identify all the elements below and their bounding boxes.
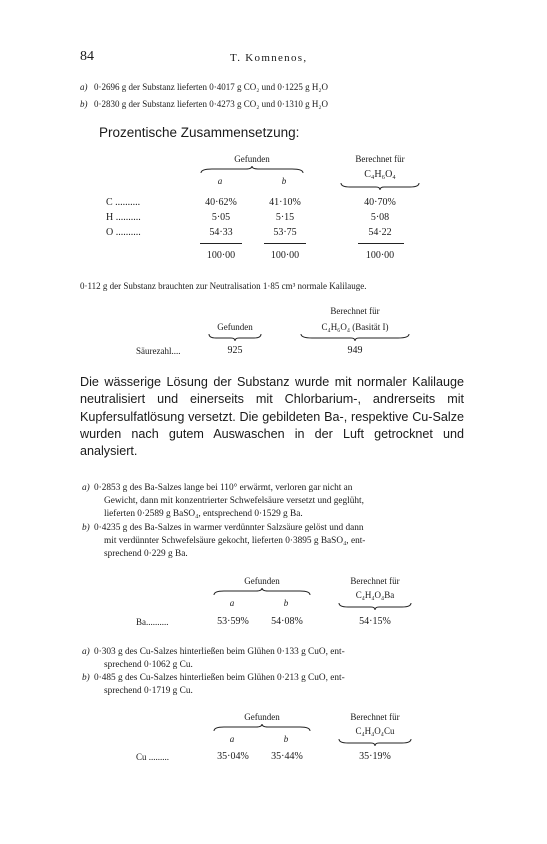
main-paragraph: Die wässerige Lösung der Substanz wurde mit normaler Kalilauge neutralisiert und einerseits mit Chlorbarium-, andrerseits mit Kupfersulfatlösung versetzt. Die gebildeten Ba-, respektive Cu-Salze wurden nach gutem Auswaschen in der Luft getrocknet und analysiert. bbox=[80, 375, 464, 459]
row-c-b: 41·10% bbox=[269, 197, 301, 208]
barium-calc-formula: C₄H₄O₄Ba bbox=[355, 590, 395, 600]
barium-analysis-b bbox=[82, 522, 464, 560]
sum-rule-a bbox=[200, 243, 242, 244]
row-o-b: 53·75 bbox=[273, 227, 297, 238]
barium-a-line2: Gewicht, dann mit konzentrierter Schwefelsäure versetzt und geglüht, bbox=[104, 495, 364, 506]
total-calc: 100·00 bbox=[365, 250, 395, 261]
row-c-label: C .......... bbox=[106, 197, 141, 208]
col-a-label: a bbox=[217, 176, 223, 186]
calc-header: Berechnet für bbox=[355, 154, 405, 164]
barium-a-label: a) bbox=[82, 483, 90, 493]
copper-found-header: Gefunden bbox=[244, 712, 280, 722]
running-title: T. Komnenos, bbox=[230, 52, 308, 64]
composition-heading: Prozentische Zusammensetzung: bbox=[99, 125, 300, 140]
row-o-a: 54·33 bbox=[209, 227, 233, 238]
barium-value-a: 53·59% bbox=[217, 616, 249, 627]
copper-value-calc: 35·19% bbox=[359, 751, 391, 762]
copper-b-line1: 0·485 g des Cu-Salzes hinterließen beim Glühen 0·213 g CuO, ent- bbox=[94, 673, 345, 683]
barium-value-b: 54·08% bbox=[271, 616, 303, 627]
copper-calc-header: Berechnet für bbox=[350, 712, 400, 722]
copper-calc-brace bbox=[338, 738, 412, 746]
copper-calc-formula: C₄H₄O₄Cu bbox=[355, 726, 395, 736]
copper-col-a: a bbox=[229, 734, 235, 744]
barium-found-header: Gefunden bbox=[244, 576, 280, 586]
acid-found-header: Gefunden bbox=[217, 322, 253, 332]
calc-formula: C₄H₆O₄ bbox=[364, 169, 396, 180]
page-number: 84 bbox=[80, 49, 94, 64]
sum-rule-calc bbox=[358, 243, 404, 244]
row-h-b: 5·15 bbox=[275, 212, 295, 223]
row-o-calc: 54·22 bbox=[368, 227, 392, 238]
row-c-calc: 40·70% bbox=[364, 197, 396, 208]
barium-calc-header: Berechnet für bbox=[350, 576, 400, 586]
row-h-label: H .......... bbox=[106, 212, 141, 223]
barium-b-line2: mit verdünnter Schwefelsäure gekocht, lieferten 0·3895 g BaSO₄, ent- bbox=[104, 535, 366, 546]
copper-row-label: Cu ......... bbox=[136, 752, 170, 762]
found-header: Gefunden bbox=[234, 154, 270, 164]
acid-found-value: 925 bbox=[227, 345, 243, 356]
copper-a-line1: 0·303 g des Cu-Salzes hinterließen beim Glühen 0·133 g CuO, ent- bbox=[94, 647, 345, 657]
copper-col-b: b bbox=[283, 734, 289, 744]
acid-calc-value: 949 bbox=[347, 345, 363, 356]
copper-b-label: b) bbox=[82, 673, 90, 683]
barium-value-calc: 54·15% bbox=[359, 616, 391, 627]
copper-b-line2: sprechend 0·1719 g Cu. bbox=[104, 685, 193, 696]
calc-brace bbox=[340, 182, 420, 190]
analysis-a-label: a) bbox=[80, 82, 88, 92]
barium-row-label: Ba.......... bbox=[136, 617, 169, 627]
barium-a-line3: lieferten 0·2589 g BaSO₄, entsprechend 0·1529 g Ba. bbox=[104, 508, 303, 519]
barium-b-line1: 0·4235 g des Ba-Salzes in warmer verdünnter Salzsäure gelöst und dann bbox=[94, 523, 364, 533]
copper-found-brace bbox=[213, 724, 311, 732]
sum-rule-b bbox=[264, 243, 306, 244]
barium-analysis-a bbox=[82, 482, 464, 520]
col-b-label: b bbox=[281, 176, 287, 186]
analysis-b-text: 0·2830 g der Substanz lieferten 0·4273 g CO₂ und 0·1310 g H₂O bbox=[94, 99, 328, 109]
analysis-b-label: b) bbox=[80, 99, 88, 109]
row-c-a: 40·62% bbox=[205, 197, 237, 208]
barium-col-a: a bbox=[229, 598, 235, 608]
barium-col-b: b bbox=[283, 598, 289, 608]
total-a: 100·00 bbox=[206, 250, 236, 261]
barium-b-line3: sprechend 0·229 g Ba. bbox=[104, 548, 188, 559]
row-o-label: O .......... bbox=[106, 227, 141, 238]
acid-calc-formula: C₄H₆O₄ (Basität I) bbox=[321, 322, 389, 332]
analysis-a-text: 0·2696 g der Substanz lieferten 0·4017 g CO₂ und 0·1225 g H₂O bbox=[94, 82, 328, 92]
barium-b-label: b) bbox=[82, 523, 90, 533]
total-b: 100·00 bbox=[270, 250, 300, 261]
copper-analysis-b bbox=[82, 672, 464, 698]
barium-a-line1: 0·2853 g des Ba-Salzes lange bei 110° erwärmt, verloren gar nicht an bbox=[94, 483, 353, 493]
barium-found-brace bbox=[213, 588, 311, 596]
copper-value-a: 35·04% bbox=[217, 751, 249, 762]
barium-calc-brace bbox=[338, 602, 412, 610]
copper-value-b: 35·44% bbox=[271, 751, 303, 762]
neutralisation-text: 0·112 g der Substanz brauchten zur Neutralisation 1·85 cm³ normale Kalilauge. bbox=[80, 281, 367, 291]
copper-analysis-a bbox=[82, 646, 464, 672]
copper-a-line2: sprechend 0·1062 g Cu. bbox=[104, 659, 193, 670]
copper-a-label: a) bbox=[82, 647, 90, 657]
row-h-a: 5·05 bbox=[211, 212, 231, 223]
acid-row-label: Säurezahl.... bbox=[136, 346, 181, 356]
found-brace bbox=[200, 166, 304, 174]
acid-calc-brace bbox=[300, 333, 410, 341]
acid-calc-header: Berechnet für bbox=[330, 306, 380, 316]
row-h-calc: 5·08 bbox=[370, 212, 390, 223]
acid-found-brace bbox=[208, 333, 262, 341]
